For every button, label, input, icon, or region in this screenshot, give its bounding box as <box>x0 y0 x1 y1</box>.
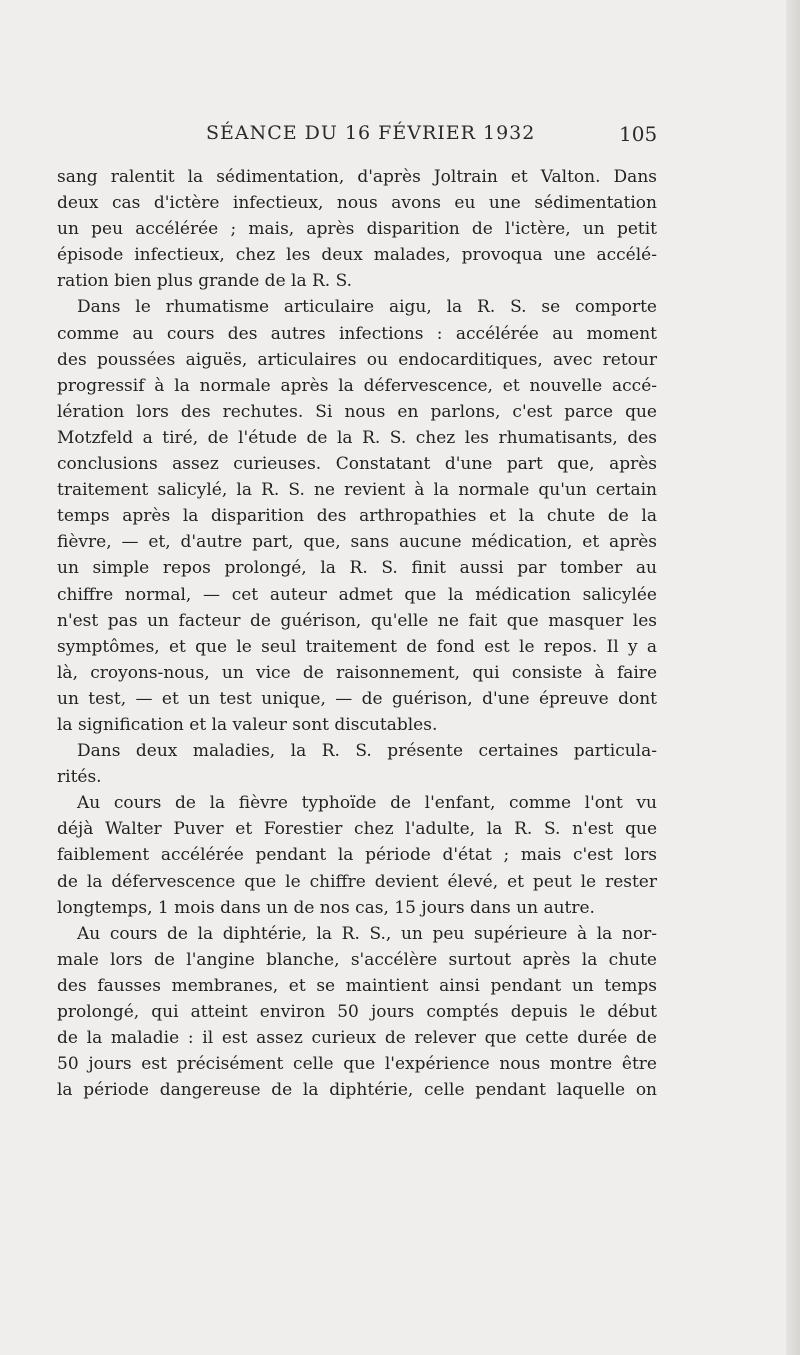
text-line: Dans le rhumatisme articulaire aigu, la R. S. se comporte <box>77 297 657 318</box>
text-line: déjà Walter Puver et Forestier chez l'adulte, la R. S. n'est que <box>57 819 657 840</box>
text-line: là, croyons-nous, un vice de raisonnement, qui consiste à faire <box>57 662 657 683</box>
text-line: longtemps, 1 mois dans un de nos cas, 15 jours dans un autre. <box>57 897 595 918</box>
text-line: des poussées aiguës, articulaires ou endocarditiques, avec retour <box>57 349 657 370</box>
text-line: traitement salicylé, la R. S. ne revient à la normale qu'un certain <box>57 480 657 501</box>
text-line: sang ralentit la sédimentation, d'après Joltrain et Valton. Dans <box>57 167 657 187</box>
text-line: temps après la disparition des arthropathies et la chute de la <box>57 506 657 527</box>
text-line: faiblement accélérée pendant la période d'état ; mais c'est lors <box>57 845 657 866</box>
text-line: prolongé, qui atteint environ 50 jours comptés depuis le début <box>57 1002 657 1022</box>
text-line: un peu accélérée ; mais, après disparition de l'ictère, un petit <box>57 219 657 240</box>
text-line: symptômes, et que le seul traitement de fond est le repos. Il y a <box>57 636 657 657</box>
text-line: n'est pas un facteur de guérison, qu'elle ne fait que masquer les <box>57 610 657 631</box>
text-line: Dans deux maladies, la R. S. présente certaines particula- <box>77 741 657 762</box>
text-line: Motzfeld a tiré, de l'étude de la R. S. chez les rhumatisants, des <box>57 427 657 448</box>
text-line: un test, — et un test unique, — de guérison, d'une épreuve dont <box>57 688 657 709</box>
body-text <box>57 164 657 1103</box>
text-line: 50 jours est précisément celle que l'expérience nous montre être <box>57 1054 657 1075</box>
text-line: la période dangereuse de la diphtérie, celle pendant laquelle on <box>57 1080 657 1101</box>
text-line: rités. <box>57 767 102 788</box>
text-line: de la défervescence que le chiffre devient élevé, et peut le rester <box>57 871 657 892</box>
text-line: des fausses membranes, et se maintient ainsi pendant un temps <box>57 975 657 996</box>
text-line: chiffre normal, — cet auteur admet que la médication salicylée <box>57 584 657 605</box>
text-line: épisode infectieux, chez les deux malades, provoqua une accélé- <box>57 245 657 266</box>
text-line: comme au cours des autres infections : accélérée au moment <box>57 323 657 344</box>
text-line: ration bien plus grande de la R. S. <box>57 271 353 292</box>
running-title: SÉANCE DU 16 FÉVRIER 1932 <box>206 122 536 144</box>
page-header <box>206 122 686 152</box>
text-line: deux cas d'ictère infectieux, nous avons eu une sédimentation <box>57 193 657 214</box>
page-number: 105 <box>619 122 658 146</box>
text-line: lération lors des rechutes. Si nous en parlons, c'est parce que <box>57 401 657 422</box>
text-line: conclusions assez curieuses. Constatant d'une part que, après <box>57 454 657 475</box>
page-edge-shadow <box>786 0 800 1355</box>
text-line: Au cours de la fièvre typhoïde de l'enfant, comme l'ont vu <box>77 793 657 814</box>
text-line: de la maladie : il est assez curieux de relever que cette durée de <box>57 1028 657 1049</box>
text-line: Au cours de la diphtérie, la R. S., un peu supérieure à la nor- <box>77 923 657 944</box>
text-line: fièvre, — et, d'autre part, que, sans aucune médication, et après <box>57 532 657 553</box>
text-line: progressif à la normale après la défervescence, et nouvelle accé- <box>57 375 657 396</box>
text-line: male lors de l'angine blanche, s'accélère surtout après la chute <box>57 949 657 970</box>
text-line: un simple repos prolongé, la R. S. finit aussi par tomber au <box>57 558 657 579</box>
text-line: la signification et la valeur sont discutables. <box>57 714 438 735</box>
